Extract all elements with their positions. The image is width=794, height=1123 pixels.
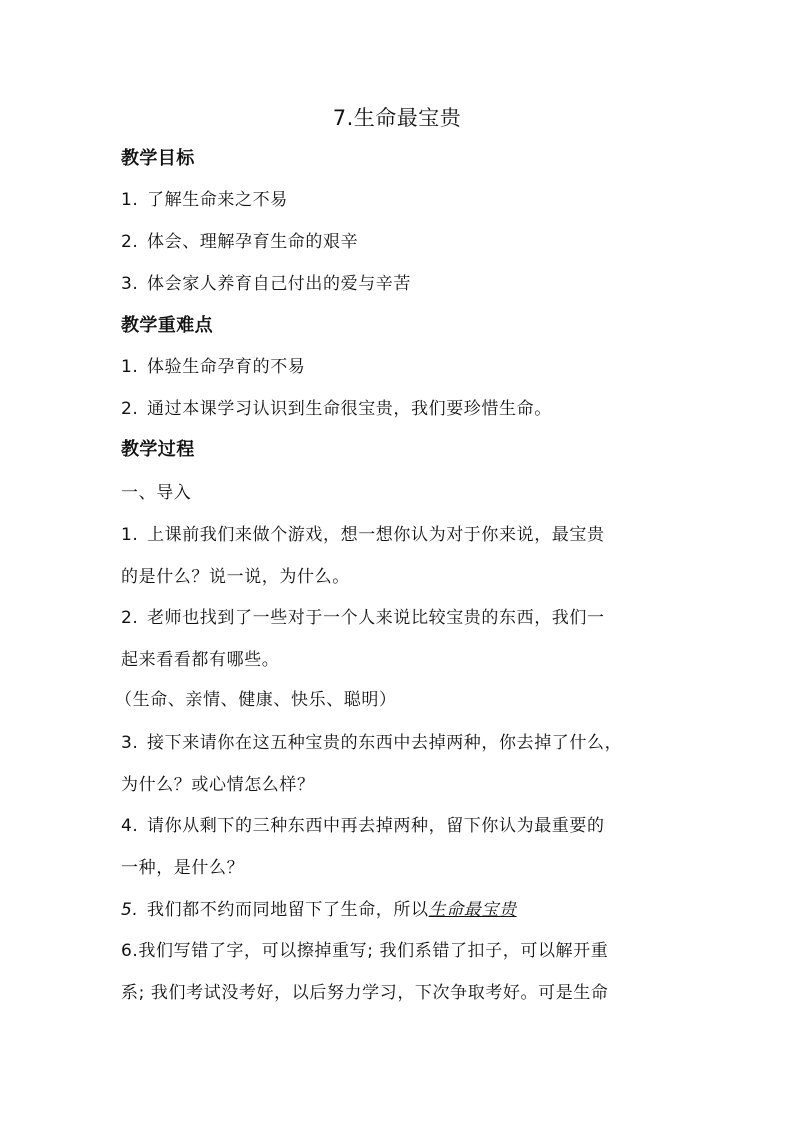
paragraph-text: 请你从剩下的三种东西中再去掉两种，留下你认为最重要的 <box>147 816 605 836</box>
list-text: 了解生命来之不易 <box>147 190 288 210</box>
list-number: 6. <box>121 941 139 961</box>
paragraph-line <box>121 606 605 630</box>
list-item <box>121 188 288 212</box>
list-number: 2. <box>121 399 139 419</box>
list-number: 1. <box>121 190 139 210</box>
paragraph-text: 老师也找到了一些对于一个人来说比较宝贵的东西，我们一 <box>147 608 605 628</box>
paragraph-text: 我们写错了字，可以擦掉重写; 我们系错了扣子，可以解开重 <box>138 941 609 961</box>
paragraph-continuation: 为什么？或心情怎么样？ <box>121 775 315 795</box>
list-item <box>121 355 305 379</box>
list-text: 通过本课学习认识到生命很宝贵，我们要珍惜生命。 <box>147 399 552 419</box>
section-heading-goals: 教学目标 <box>121 148 195 169</box>
paragraph-continuation: 的是什么？说一说，为什么。 <box>121 567 350 587</box>
list-item <box>121 230 358 254</box>
list-item <box>121 272 411 296</box>
list-text: 体会、理解孕育生命的艰辛 <box>147 232 359 252</box>
list-number: 5. <box>121 900 139 920</box>
list-number: 1. <box>121 525 139 545</box>
parenthetical-note: （生命、亲情、健康、快乐、聪明） <box>115 690 397 710</box>
emphasis-text: 生命最宝贵 <box>428 900 517 920</box>
paragraph-line <box>121 523 605 547</box>
list-number: 1. <box>121 357 139 377</box>
list-number: 2. <box>121 608 139 628</box>
section-heading-process: 教学过程 <box>121 439 195 460</box>
list-number: 3. <box>121 733 139 753</box>
list-number: 4. <box>121 816 139 836</box>
list-number: 3. <box>121 274 139 294</box>
paragraph-text: 接下来请你在这五种宝贵的东西中去掉两种，你去掉了什么， <box>147 733 623 753</box>
paragraph-continuation: 一种，是什么？ <box>121 858 245 878</box>
section-heading-keypoints: 教学重难点 <box>121 315 213 336</box>
paragraph-line <box>121 814 605 838</box>
paragraph-continuation: 系; 我们考试没考好，以后努力学习，下次争取考好。可是生命 <box>121 983 609 1003</box>
list-text: 体验生命孕育的不易 <box>147 357 306 377</box>
list-item <box>121 397 552 421</box>
paragraph-text: 上课前我们来做个游戏，想一想你认为对于你来说，最宝贵 <box>147 525 605 545</box>
paragraph-text: 我们都不约而同地留下了生命，所以 <box>147 900 429 920</box>
list-number: 2. <box>121 232 139 252</box>
paragraph-line <box>121 939 608 963</box>
paragraph-line <box>121 898 517 922</box>
list-text: 体会家人养育自己付出的爱与辛苦 <box>147 274 411 294</box>
subheading-intro: 一、导入 <box>121 483 192 503</box>
document-title: 7.生命最宝贵 <box>332 106 462 130</box>
paragraph-continuation: 起来看看都有哪些。 <box>121 650 280 670</box>
paragraph-line <box>121 731 622 755</box>
